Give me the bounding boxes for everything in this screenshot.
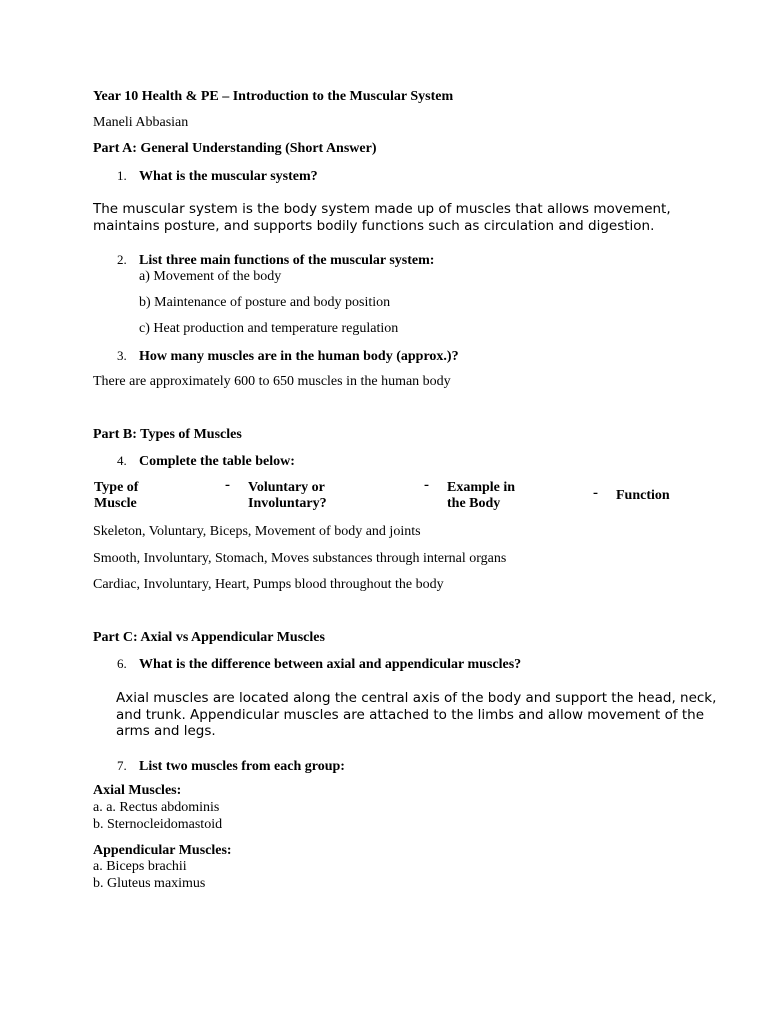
question-3: [117, 347, 459, 365]
question-6: [117, 655, 521, 673]
table-row: Cardiac, Involuntary, Heart, Pumps blood throughout the body: [93, 577, 444, 592]
answer-6-line-1: Axial muscles are located along the central axis of the body and support the head, neck,: [116, 690, 717, 706]
question-number: 2.: [117, 252, 127, 267]
part-b-heading: Part B: Types of Muscles: [93, 427, 242, 442]
question-text: How many muscles are in the human body (approx.)?: [139, 349, 459, 364]
answer-1-line-1: The muscular system is the body system made up of muscles that allows movement,: [93, 201, 671, 217]
header-type-line-1: Type of: [94, 480, 139, 495]
question-number: 6.: [117, 656, 127, 671]
answer-2-item: c) Heat production and temperature regulation: [139, 321, 399, 336]
header-type-line-2: Muscle: [94, 496, 137, 511]
header-example-line-1: Example in: [447, 480, 516, 495]
table-row: Smooth, Involuntary, Stomach, Moves substances through internal organs: [93, 551, 507, 566]
axial-item: a. a. Rectus abdominis: [93, 800, 220, 815]
question-number: 4.: [117, 453, 127, 468]
answer-2-item: b) Maintenance of posture and body position: [139, 295, 391, 310]
axial-item: b. Sternocleidomastoid: [93, 817, 223, 832]
header-function: Function: [616, 488, 670, 503]
appendicular-item: b. Gluteus maximus: [93, 876, 206, 891]
header-voluntary-line-2: Involuntary?: [248, 496, 327, 511]
answer-1-line-2: maintains posture, and supports bodily functions such as circulation and digestion.: [93, 218, 655, 234]
answer-6-line-2: and trunk. Appendicular muscles are attached to the limbs and allow movement of the: [116, 707, 705, 723]
header-separator: -: [225, 477, 230, 493]
question-number: 1.: [117, 168, 127, 183]
question-number: 7.: [117, 758, 127, 773]
header-separator: -: [424, 477, 429, 493]
question-number: 3.: [117, 348, 127, 363]
answer-3: There are approximately 600 to 650 muscles in the human body: [93, 374, 451, 389]
part-c-heading: Part C: Axial vs Appendicular Muscles: [93, 630, 325, 645]
question-text: What is the difference between axial and appendicular muscles?: [139, 657, 522, 672]
question-1: [117, 167, 318, 185]
document-title: Year 10 Health & PE – Introduction to the Muscular System: [93, 89, 454, 104]
axial-heading: Axial Muscles:: [93, 783, 182, 798]
question-text: List two muscles from each group:: [139, 759, 345, 774]
question-4: [117, 452, 295, 470]
author-name: Maneli Abbasian: [93, 115, 189, 130]
part-a-heading: Part A: General Understanding (Short Answer): [93, 141, 377, 156]
answer-6-line-3: arms and legs.: [116, 723, 216, 739]
header-voluntary-line-1: Voluntary or: [248, 480, 325, 495]
answer-2-item: a) Movement of the body: [139, 269, 282, 284]
question-text: List three main functions of the muscular system:: [139, 253, 435, 268]
question-7: [117, 757, 345, 775]
question-2: [117, 251, 434, 269]
question-text: What is the muscular system?: [139, 169, 318, 184]
appendicular-heading: Appendicular Muscles:: [93, 843, 232, 858]
header-example-line-2: the Body: [447, 496, 501, 511]
appendicular-item: a. Biceps brachii: [93, 859, 187, 874]
table-row: Skeleton, Voluntary, Biceps, Movement of body and joints: [93, 524, 421, 539]
question-text: Complete the table below:: [139, 454, 295, 469]
header-separator: -: [593, 485, 598, 501]
